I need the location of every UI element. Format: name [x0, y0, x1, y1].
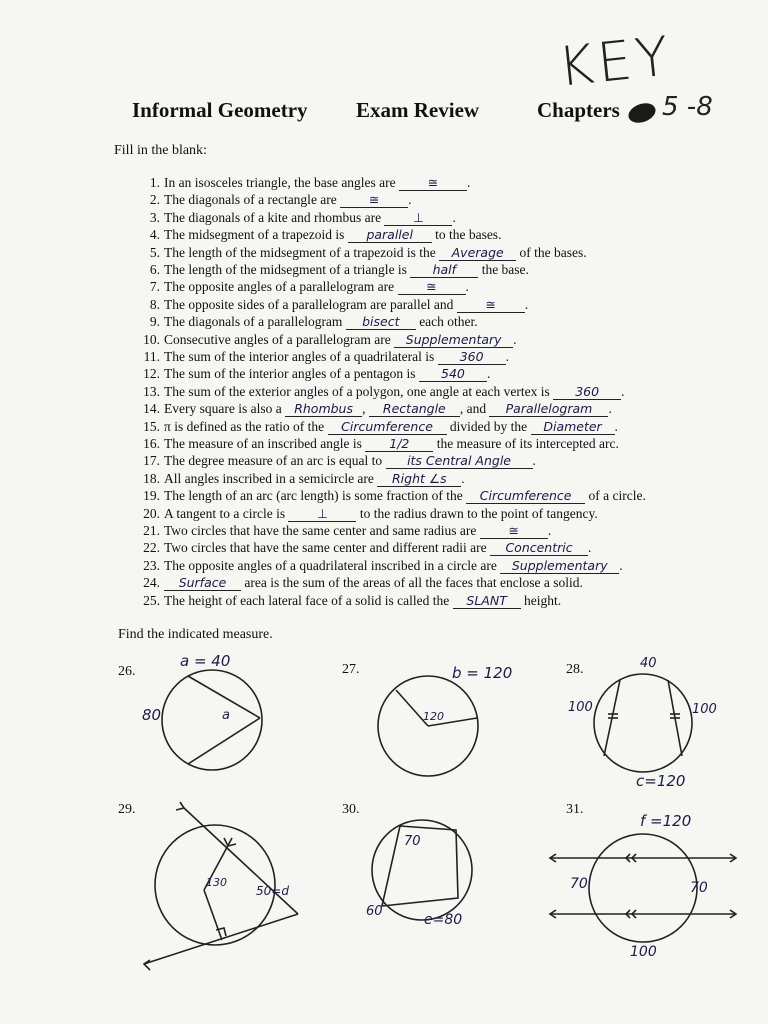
figure-30-top-angle: 70: [404, 834, 421, 849]
question-text: The diagonals of a kite and rhombus are: [164, 209, 385, 225]
question-item: [136, 436, 619, 452]
question-text: A tangent to a circle is: [164, 505, 289, 521]
answer-blank: ≅: [340, 193, 408, 208]
section-find-measure: Find the indicated measure.: [118, 627, 273, 642]
question-item: [136, 523, 551, 539]
question-text: .: [513, 331, 517, 347]
question-text: The diagonals of a rectangle are: [164, 192, 341, 208]
question-number: 15.: [143, 418, 160, 434]
figure-26-angle-label: a: [222, 708, 230, 723]
answer-blank: ≅: [399, 176, 467, 191]
answer-blank: Concentric: [490, 541, 588, 556]
question-number: 3.: [149, 209, 160, 225]
question-number: 24.: [143, 575, 160, 591]
answer-blank: its Central Angle: [386, 454, 533, 469]
title-exam-review: Exam Review: [356, 98, 480, 122]
answer-blank: Diameter: [531, 420, 615, 435]
question-text: .: [524, 296, 529, 312]
question-item: [136, 384, 625, 400]
figure-26-label: 26.: [118, 664, 136, 679]
answer-blank: Circumference: [328, 420, 447, 435]
question-number: 4.: [149, 227, 160, 243]
question-text: The sum of the interior angles of a quadrilateral is: [164, 349, 438, 364]
question-number: 7.: [149, 279, 160, 295]
question-number: 19.: [143, 488, 160, 504]
figure-31-label: 31.: [566, 802, 584, 817]
question-text: .: [588, 540, 592, 556]
question-text: π is defined as the ratio of the: [164, 418, 328, 434]
question-text: All angles inscribed in a semicircle are: [164, 470, 378, 486]
question-number: 11.: [143, 349, 160, 364]
question-item: [136, 419, 618, 435]
figure-27-circle: [376, 674, 486, 784]
question-text: to the bases.: [431, 227, 502, 243]
answer-blank: parallel: [348, 228, 432, 243]
question-text: The height of each lateral face of a solid is called the: [164, 592, 453, 608]
answer-blank: ⊥: [384, 211, 452, 226]
figure-30-label: 30.: [342, 802, 360, 817]
question-item: [136, 506, 598, 522]
question-text: The midsegment of a trapezoid is: [164, 227, 348, 243]
answer-blank: ≅: [398, 280, 466, 295]
question-text: .: [547, 523, 552, 538]
question-number: 18.: [143, 470, 160, 486]
answer-blank: Surface: [164, 576, 241, 591]
question-number: 25.: [143, 592, 160, 608]
figure-28-answer: c=120: [636, 772, 686, 790]
answer-blank: SLANT: [453, 594, 521, 609]
question-item: [136, 593, 561, 609]
figure-30-circle: [370, 818, 476, 924]
figure-27-label: 27.: [342, 662, 360, 677]
figure-27-central-angle: 120: [423, 710, 444, 723]
answer-blank: ≅: [457, 298, 525, 313]
question-text: Consecutive angles of a parallelogram are: [164, 331, 395, 347]
question-number: 10.: [143, 331, 160, 347]
question-text: the base.: [478, 262, 529, 277]
question-text: The sum of the interior angles of a pentagon is: [164, 366, 419, 382]
question-number: 13.: [143, 383, 160, 399]
question-number: 5.: [149, 244, 160, 260]
question-text: The length of an arc (arc length) is some fraction of the: [164, 488, 467, 504]
question-item: [136, 332, 517, 348]
question-number: 20.: [143, 505, 160, 521]
figure-26-circle: [160, 668, 270, 778]
answer-blank: Supplementary: [500, 559, 619, 574]
question-text: .: [608, 401, 612, 417]
question-item: [136, 453, 536, 469]
figure-26-answer: a = 40: [180, 652, 231, 670]
question-item: [136, 210, 456, 226]
answer-blank: ⊥: [288, 507, 356, 522]
figure-28-right-arc: 100: [692, 702, 717, 717]
title-chapters: Chapters: [537, 98, 620, 122]
figure-28-left-arc: 100: [568, 700, 593, 715]
question-number: 21.: [143, 523, 160, 538]
question-text: area is the sum of the areas of all the faces that enclose a solid.: [241, 575, 583, 591]
chapters-handwritten: 5 -8: [662, 92, 713, 122]
answer-blank: bisect: [346, 315, 416, 330]
question-text: The diagonals of a parallelogram: [164, 314, 346, 330]
question-text: .: [461, 470, 465, 486]
question-number: 22.: [143, 540, 160, 556]
question-item: [136, 471, 465, 487]
question-text: , and: [459, 401, 490, 417]
figure-26-arc-label: 80: [142, 706, 162, 724]
question-number: 23.: [143, 557, 160, 573]
question-number: 12.: [143, 366, 160, 382]
figure-28-circle: [592, 672, 696, 776]
question-text: The degree measure of an arc is equal to: [164, 453, 386, 469]
question-item: [136, 558, 623, 574]
question-item: [136, 192, 412, 208]
question-text: .: [614, 418, 618, 434]
question-number: 16.: [143, 436, 160, 451]
question-text: Two circles that have the same center and different radii are: [164, 540, 491, 556]
question-item: [136, 366, 490, 382]
answer-blank: ≅: [480, 524, 548, 539]
question-text: In an isosceles triangle, the base angles are: [164, 175, 400, 190]
title-informal-geometry: Informal Geometry: [132, 98, 308, 122]
question-item: [136, 262, 529, 278]
figure-30-answer: e=80: [424, 912, 463, 928]
figure-30-left-angle: 60: [366, 904, 383, 919]
answer-blank: 540: [419, 367, 487, 382]
answer-blank: Circumference: [466, 489, 585, 504]
question-text: .: [486, 366, 491, 382]
question-text: .: [465, 279, 469, 295]
question-item: [136, 245, 587, 261]
question-text: of a circle.: [585, 488, 646, 504]
question-text: of the bases.: [516, 244, 587, 260]
question-item: [136, 540, 591, 556]
question-item: [136, 297, 528, 313]
figure-29-angle: 130: [206, 876, 227, 889]
answer-blank: 1/2: [365, 437, 433, 452]
answer-blank: Average: [439, 246, 516, 261]
question-text: Two circles that have the same center and same radius are: [164, 523, 480, 538]
figure-31-left-arc: 70: [570, 876, 588, 892]
answer-key-mark: KEY: [555, 24, 676, 99]
question-text: .: [505, 349, 510, 364]
figure-31-bottom-arc: 100: [630, 944, 657, 960]
answer-blank: half: [410, 263, 478, 278]
question-text: ,: [362, 401, 369, 417]
question-text: .: [467, 175, 471, 190]
question-text: .: [452, 209, 456, 225]
answer-blank: 360: [553, 385, 621, 400]
question-number: 2.: [149, 192, 160, 208]
question-text: The length of the midsegment of a triangle is: [164, 262, 411, 277]
question-text: height.: [520, 592, 562, 608]
question-number: 1.: [149, 175, 160, 190]
question-number: 8.: [149, 296, 160, 312]
question-text: The opposite angles of a quadrilateral inscribed in a circle are: [164, 557, 501, 573]
question-item: [136, 227, 501, 243]
figure-29-label: 29.: [118, 802, 136, 817]
question-item: [136, 575, 583, 591]
ink-blot: [626, 100, 658, 126]
question-text: the measure of its intercepted arc.: [433, 436, 619, 451]
question-text: The measure of an inscribed angle is: [164, 436, 366, 451]
answer-blank: Right ∠s: [377, 472, 461, 487]
question-text: to the radius drawn to the point of tangency.: [356, 505, 598, 521]
question-number: 14.: [143, 401, 160, 417]
figure-29-answer: 50=d: [256, 884, 289, 898]
question-item: [136, 401, 612, 417]
question-item: [136, 488, 646, 504]
question-text: .: [621, 383, 625, 399]
answer-blank: Supplementary: [394, 333, 513, 348]
question-text: each other.: [415, 314, 478, 330]
question-text: .: [619, 557, 623, 573]
question-text: .: [532, 453, 536, 469]
question-number: 6.: [149, 262, 160, 277]
question-text: The opposite sides of a parallelogram are parallel and: [164, 296, 457, 312]
question-text: .: [408, 192, 412, 208]
question-item: [136, 349, 509, 365]
question-item: [136, 279, 469, 295]
question-number: 9.: [149, 314, 160, 330]
question-text: The opposite angles of a parallelogram are: [164, 279, 398, 295]
question-number: 17.: [143, 453, 160, 469]
section-fill-in-blank: Fill in the blank:: [114, 143, 207, 158]
figure-27-answer: b = 120: [452, 664, 513, 682]
question-text: The length of the midsegment of a trapezoid is the: [164, 244, 440, 260]
figure-31-answer: f =120: [640, 812, 692, 830]
answer-blank: Rectangle: [369, 402, 460, 417]
answer-blank: Rhombus: [285, 402, 362, 417]
figure-31-right-arc: 70: [690, 880, 708, 896]
figure-28-label: 28.: [566, 662, 584, 677]
question-text: divided by the: [446, 418, 531, 434]
question-text: The sum of the exterior angles of a polygon, one angle at each vertex is: [164, 383, 554, 399]
question-text: Every square is also a: [164, 401, 286, 417]
figure-28-top-arc: 40: [640, 656, 657, 671]
answer-blank: 360: [438, 350, 506, 365]
answer-blank: Parallelogram: [489, 402, 608, 417]
question-item: [136, 314, 478, 330]
question-item: [136, 175, 470, 191]
